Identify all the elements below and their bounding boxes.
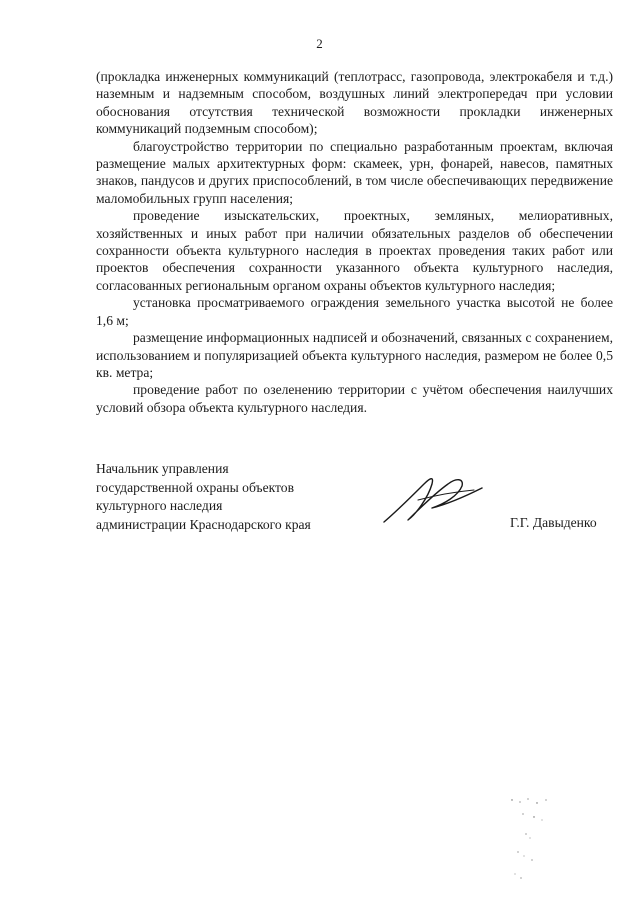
signatory-title-line: культурного наследия: [96, 498, 223, 513]
page-number: 2: [316, 36, 323, 51]
paragraph-survey-works: проведение изыскательских, проектных, земляных, мелиоративных, хозяйственных и иных работ при наличии обязательных разделов об обеспечении сохранности объекта культурного наследия в проектах проведения таких работ или проектов обеспечения сохранности указанного объекта культурного наследия, согласованных региональным органом охраны объектов культурного наследия;: [96, 208, 613, 293]
handwritten-signature: [378, 470, 488, 530]
signatory-title-line: государственной охраны объектов: [96, 479, 295, 495]
paragraph-signage: размещение информационных надписей и обозначений, связанных с сохранением, использованием и популяризацией объекта культурного наследия, размером не более 0,5 кв. метра;: [96, 330, 613, 380]
paragraph-fencing: установка просматриваемого ограждения земельного участка высотой не более 1,6 м;: [96, 295, 613, 328]
scan-noise: [490, 790, 570, 890]
signatory-title-line: Начальник управления: [96, 461, 229, 476]
paragraph-landscaping: благоустройство территории по специально разработанным проектам, включая размещение малых архитектурных форм: скамеек, урн, фонарей, навесов, памятных знаков, пандусов и других приспособлений, в том числе обеспечивающих передвижение маломобильных групп населения;: [96, 138, 613, 206]
paragraph-greening: проведение работ по озеленению территории с учётом обеспечения наилучших условий обзора объекта культурного наследия.: [96, 382, 613, 415]
document-body: [96, 68, 613, 416]
paragraph-utilities: (прокладка инженерных коммуникаций (теплотрасс, газопровода, электрокабеля и т.д.) наземным и надземным способом, воздушных линий электропередач при условии обоснования отсутствия технической возможности прокладки инженерных коммуникаций подземным способом);: [96, 69, 613, 137]
signatory-title: [96, 460, 356, 534]
signatory-name: Г.Г. Давыденко: [510, 515, 597, 530]
signatory-title-line: администрации Краснодарского края: [96, 516, 311, 532]
